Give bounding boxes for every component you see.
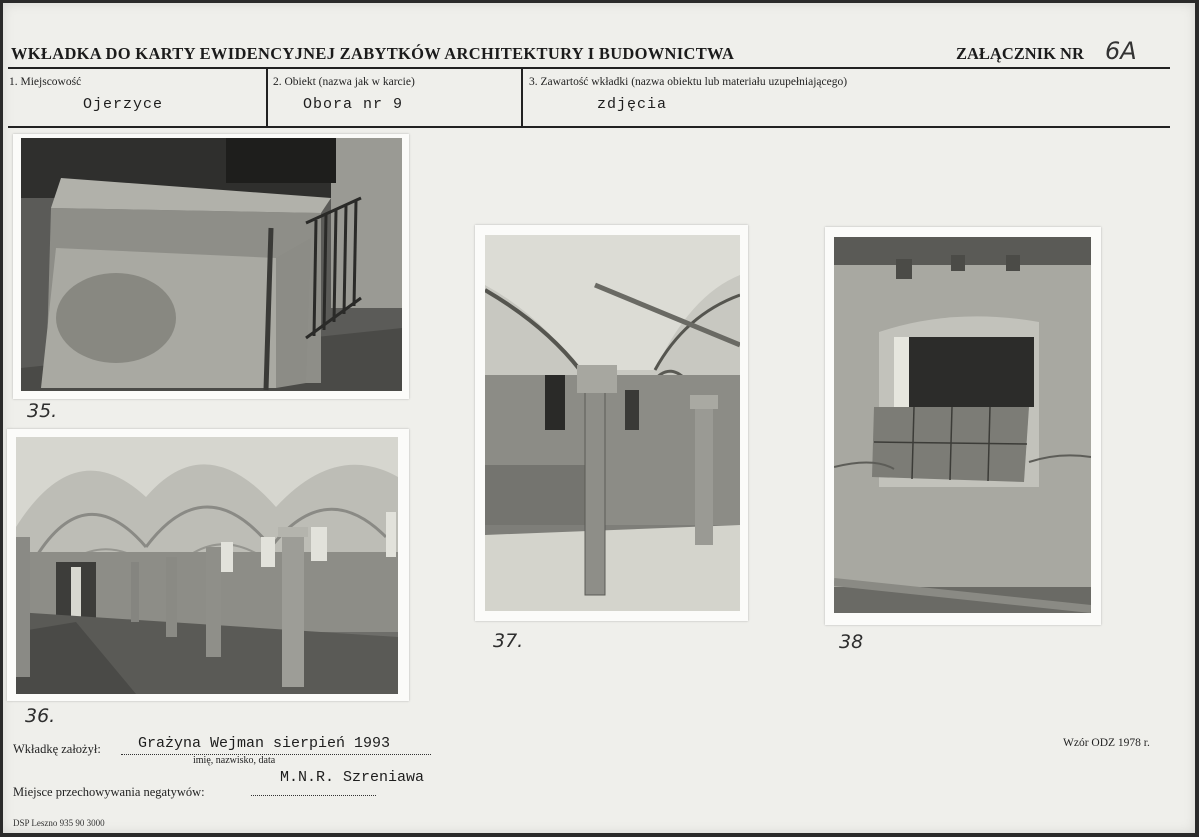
founder-sublabel: imię, nazwisko, data (193, 755, 276, 766)
photo-37-image (485, 235, 740, 611)
photo-37-column-interior (475, 225, 748, 621)
photo-36-vaulted-hall (7, 429, 409, 701)
field-divider-1 (266, 69, 268, 127)
content-label: 3. Zawartość wkładki (nazwa obiektu lub materiału uzupełniającego) (529, 76, 848, 88)
photo-35-image (21, 138, 402, 391)
photo-36-image (16, 437, 398, 694)
photo-37-caption: 37. (493, 630, 524, 652)
template-note: Wzór ODZ 1978 r. (1063, 737, 1150, 749)
annex-number: 6A (1105, 37, 1137, 65)
record-sheet (3, 3, 1195, 833)
fields-rule (8, 126, 1170, 128)
object-value: Obora nr 9 (303, 96, 404, 113)
field-divider-2 (521, 69, 523, 127)
locality-label: 1. Miejscowość (9, 76, 82, 88)
annex-label: ZAŁĄCZNIK NR (956, 44, 1084, 63)
form-title: WKŁADKA DO KARTY EWIDENCYJNEJ ZABYTKÓW ARCHITEKTURY I BUDOWNICTWA (11, 44, 735, 63)
founder-value: Grażyna Wejman sierpień 1993 (138, 735, 391, 752)
founder-label: Wkładkę założył: (13, 742, 101, 756)
storage-dotted-line (251, 795, 376, 796)
photo-36-caption: 36. (25, 705, 56, 727)
photo-38-caption: 38 (839, 631, 864, 653)
header-rule (8, 67, 1170, 69)
storage-value: M.N.R. Szreniawa (280, 769, 425, 786)
storage-label: Miejsce przechowywania negatywów: (13, 785, 205, 799)
photo-38-image (834, 237, 1091, 613)
founder-dotted-line (121, 754, 431, 755)
photo-35-caption: 35. (27, 400, 58, 422)
photo-35-manger (13, 134, 409, 399)
locality-value: Ojerzyce (83, 96, 164, 113)
content-value: zdjęcia (597, 96, 668, 113)
object-label: 2. Obiekt (nazwa jak w karcie) (273, 76, 415, 88)
print-note: DSP Leszno 935 90 3000 (13, 818, 105, 828)
photo-38-window (825, 227, 1101, 625)
